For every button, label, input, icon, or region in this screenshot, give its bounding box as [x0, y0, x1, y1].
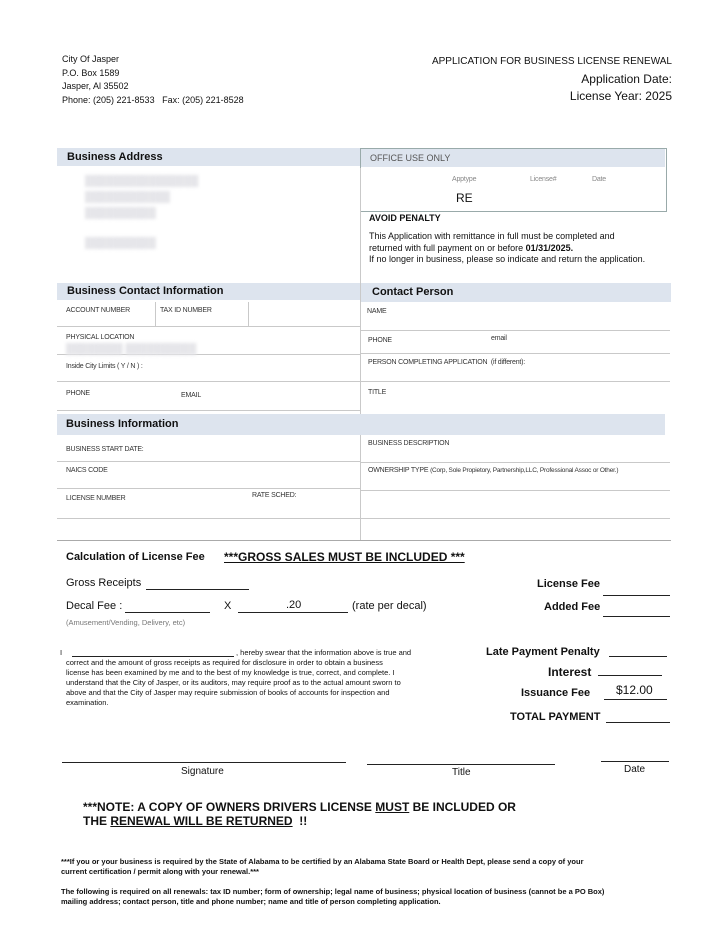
license-fee-field[interactable] [603, 595, 670, 596]
avoid-penalty-title: AVOID PENALTY [369, 213, 441, 223]
contact-person-title: Contact Person [372, 286, 454, 298]
row-line [360, 490, 670, 491]
license-year: License Year: 2025 [569, 89, 672, 103]
org-name: City Of Jasper [62, 54, 120, 64]
row-line [360, 381, 670, 382]
center-divider [360, 168, 361, 541]
decal-rate-line [238, 612, 348, 613]
date-label: Date [592, 176, 606, 183]
oath-line1: , hereby swear that the information above is true and [236, 648, 412, 657]
note-line2-a: THE [83, 814, 107, 828]
if-different-text: (if different): [490, 359, 526, 366]
cp-title-label: TITLE [368, 389, 387, 396]
row-line [57, 326, 360, 327]
req-line1: The following is required on all renewals: tax ID number; form of ownership; legal name of business; physical location of business (cannot be a PO Box) [61, 887, 605, 896]
avoid-penalty-line2-prefix: returned with full payment on or before [369, 242, 524, 253]
row-line [57, 381, 360, 382]
business-address-title: Business Address [67, 151, 163, 163]
fee-title: Calculation of License Fee [66, 551, 205, 563]
apptype-value: RE [456, 191, 473, 205]
license-number-label: License# [530, 176, 557, 183]
email-label: EMAIL [181, 392, 202, 399]
form-title: APPLICATION FOR BUSINESS LICENSE RENEWAL [431, 56, 672, 67]
late-penalty-label: Late Payment Penalty [486, 646, 600, 658]
gross-receipts-label: Gross Receipts [66, 577, 142, 589]
total-payment-label: TOTAL PAYMENT [510, 711, 601, 723]
requirements-note [61, 887, 681, 907]
gross-receipts-field[interactable] [146, 589, 249, 590]
oath-name-field[interactable] [72, 656, 234, 657]
title-label: Title [452, 767, 471, 778]
row-line [360, 518, 670, 519]
title-field[interactable] [367, 764, 555, 765]
gross-sales-note: ***GROSS SALES MUST BE INCLUDED *** [224, 550, 465, 564]
certification-note [61, 857, 681, 877]
city-state-zip: Jasper, Al 35502 [62, 81, 129, 91]
ownership-type-text: OWNERSHIP TYPE [368, 467, 429, 474]
note-line1 [83, 800, 516, 814]
times-sign: X [224, 600, 232, 612]
application-date-label: Application Date: [581, 72, 672, 86]
inside-city-label: Inside City Limits ( Y / N ) : [66, 363, 143, 370]
decal-examples: (Amusement/Vending, Delivery, etc) [66, 618, 186, 627]
phone-fax: Phone: (205) 221-8533 Fax: (205) 221-8528 [62, 94, 244, 105]
redacted-location: ████████ ██████████ [66, 344, 197, 355]
person-completing-label [368, 359, 525, 366]
note-renewal: RENEWAL WILL BE RETURNED [110, 814, 293, 828]
tax-id-label: TAX ID NUMBER [160, 307, 212, 314]
po-box: P.O. Box 1589 [62, 67, 120, 78]
oath-line2: correct and the amount of gross receipts as required for disclosure in order to obtain a business [66, 658, 383, 667]
cert-line1: ***If you or your business is required by the State of Alabama to be certified by an Alabama State Board or Health Dept, please send a copy of your [61, 857, 584, 866]
issuance-fee-line [604, 699, 667, 700]
interest-field[interactable] [598, 675, 662, 676]
row-line [360, 330, 670, 331]
rate-per-decal: (rate per decal) [352, 600, 427, 612]
office-use-title: OFFICE USE ONLY [370, 153, 451, 163]
ownership-type-label [368, 467, 618, 474]
person-completing-text: PERSON COMPLETING APPLICATION [368, 359, 488, 366]
signature-field[interactable] [62, 762, 346, 763]
issuance-fee-label: Issuance Fee [521, 687, 591, 699]
row-line [360, 462, 670, 463]
naics-label: NAICS CODE [66, 467, 108, 474]
oath-text [66, 658, 486, 708]
ownership-options-text: (Corp, Sole Propietory, Partnership,LLC, Professional Assoc or Other.) [430, 467, 619, 474]
start-date-label: BUSINESS START DATE: [66, 446, 144, 453]
note-line2 [83, 814, 307, 828]
avoid-penalty-line3: If no longer in business, please so indicate and return the application. [369, 254, 646, 264]
license-number-field-label: LICENSE NUMBER [66, 495, 126, 502]
oath-line4: understand that the City of Jasper, or its auditors, may require proof as to the actual amount sworn to [66, 678, 401, 687]
row-line [57, 461, 360, 462]
row-line [57, 518, 360, 519]
interest-label: Interest [548, 665, 592, 679]
cp-phone-label: PHONE [368, 337, 392, 344]
added-fee-field[interactable] [603, 616, 670, 617]
oath-line5: above and that the City of Jasper may require submission of books of accounts for inspection and [66, 688, 390, 697]
issuance-fee-value: $12.00 [616, 683, 653, 697]
avoid-penalty-line2 [369, 243, 645, 255]
row-line [57, 410, 360, 411]
row-line [360, 353, 670, 354]
contact-info-title: Business Contact Information [67, 285, 224, 297]
cert-line2: current certification / permit along with your renewal.*** [61, 867, 259, 876]
tax-divider [248, 302, 249, 326]
redacted-address: ████████████████ [85, 176, 199, 187]
redacted-address-3: ██████████ [85, 208, 156, 219]
avoid-penalty-text [369, 231, 645, 266]
redacted-address-2: ████████████ [85, 192, 171, 203]
account-number-label: ACCOUNT NUMBER [66, 307, 130, 314]
cp-email-label: email [491, 335, 507, 342]
physical-location-label: PHYSICAL LOCATION [66, 334, 135, 341]
section-bottom-line [57, 540, 671, 541]
decal-fee-label: Decal Fee : [66, 600, 123, 612]
avoid-penalty-line1: This Application with remittance in full must be completed and [369, 231, 615, 241]
note-line1-b: BE INCLUDED OR [412, 800, 516, 814]
city-address-block [62, 53, 244, 107]
decal-rate: .20 [286, 599, 302, 611]
row-line [57, 488, 360, 489]
rate-sched-label: RATE SCHED: [252, 492, 297, 499]
date-field[interactable] [601, 761, 669, 762]
license-fee-label: License Fee [537, 578, 600, 590]
date-sig-label: Date [624, 764, 646, 775]
oath-line6: examination. [66, 698, 109, 707]
total-payment-field[interactable] [606, 722, 670, 723]
business-info-title: Business Information [66, 418, 179, 430]
added-fee-label: Added Fee [544, 601, 601, 613]
apptype-label: Apptype [452, 176, 477, 183]
note-must: MUST [375, 800, 410, 814]
oath-line3: license has been examined by me and to the best of my knowledge is true, correct, and complete. I [66, 668, 395, 677]
redacted-address-4: ██████████ [85, 238, 156, 249]
phone-label: PHONE [66, 390, 90, 397]
note-line1-a: ***NOTE: A COPY OF OWNERS DRIVERS LICENSE [83, 800, 372, 814]
deadline-date: 01/31/2025. [525, 242, 574, 253]
acct-divider [155, 302, 156, 326]
req-line2: mailing address; contact person, title and phone number; name and title of person completing application. [61, 897, 441, 906]
late-penalty-field[interactable] [609, 656, 667, 657]
note-line2-b: !! [299, 814, 308, 828]
decal-count-field[interactable] [125, 612, 210, 613]
business-description-label: BUSINESS DESCRIPTION [368, 440, 450, 447]
cp-name-label: NAME [367, 308, 387, 315]
signature-label: Signature [181, 766, 224, 777]
oath-i: I [60, 648, 63, 657]
